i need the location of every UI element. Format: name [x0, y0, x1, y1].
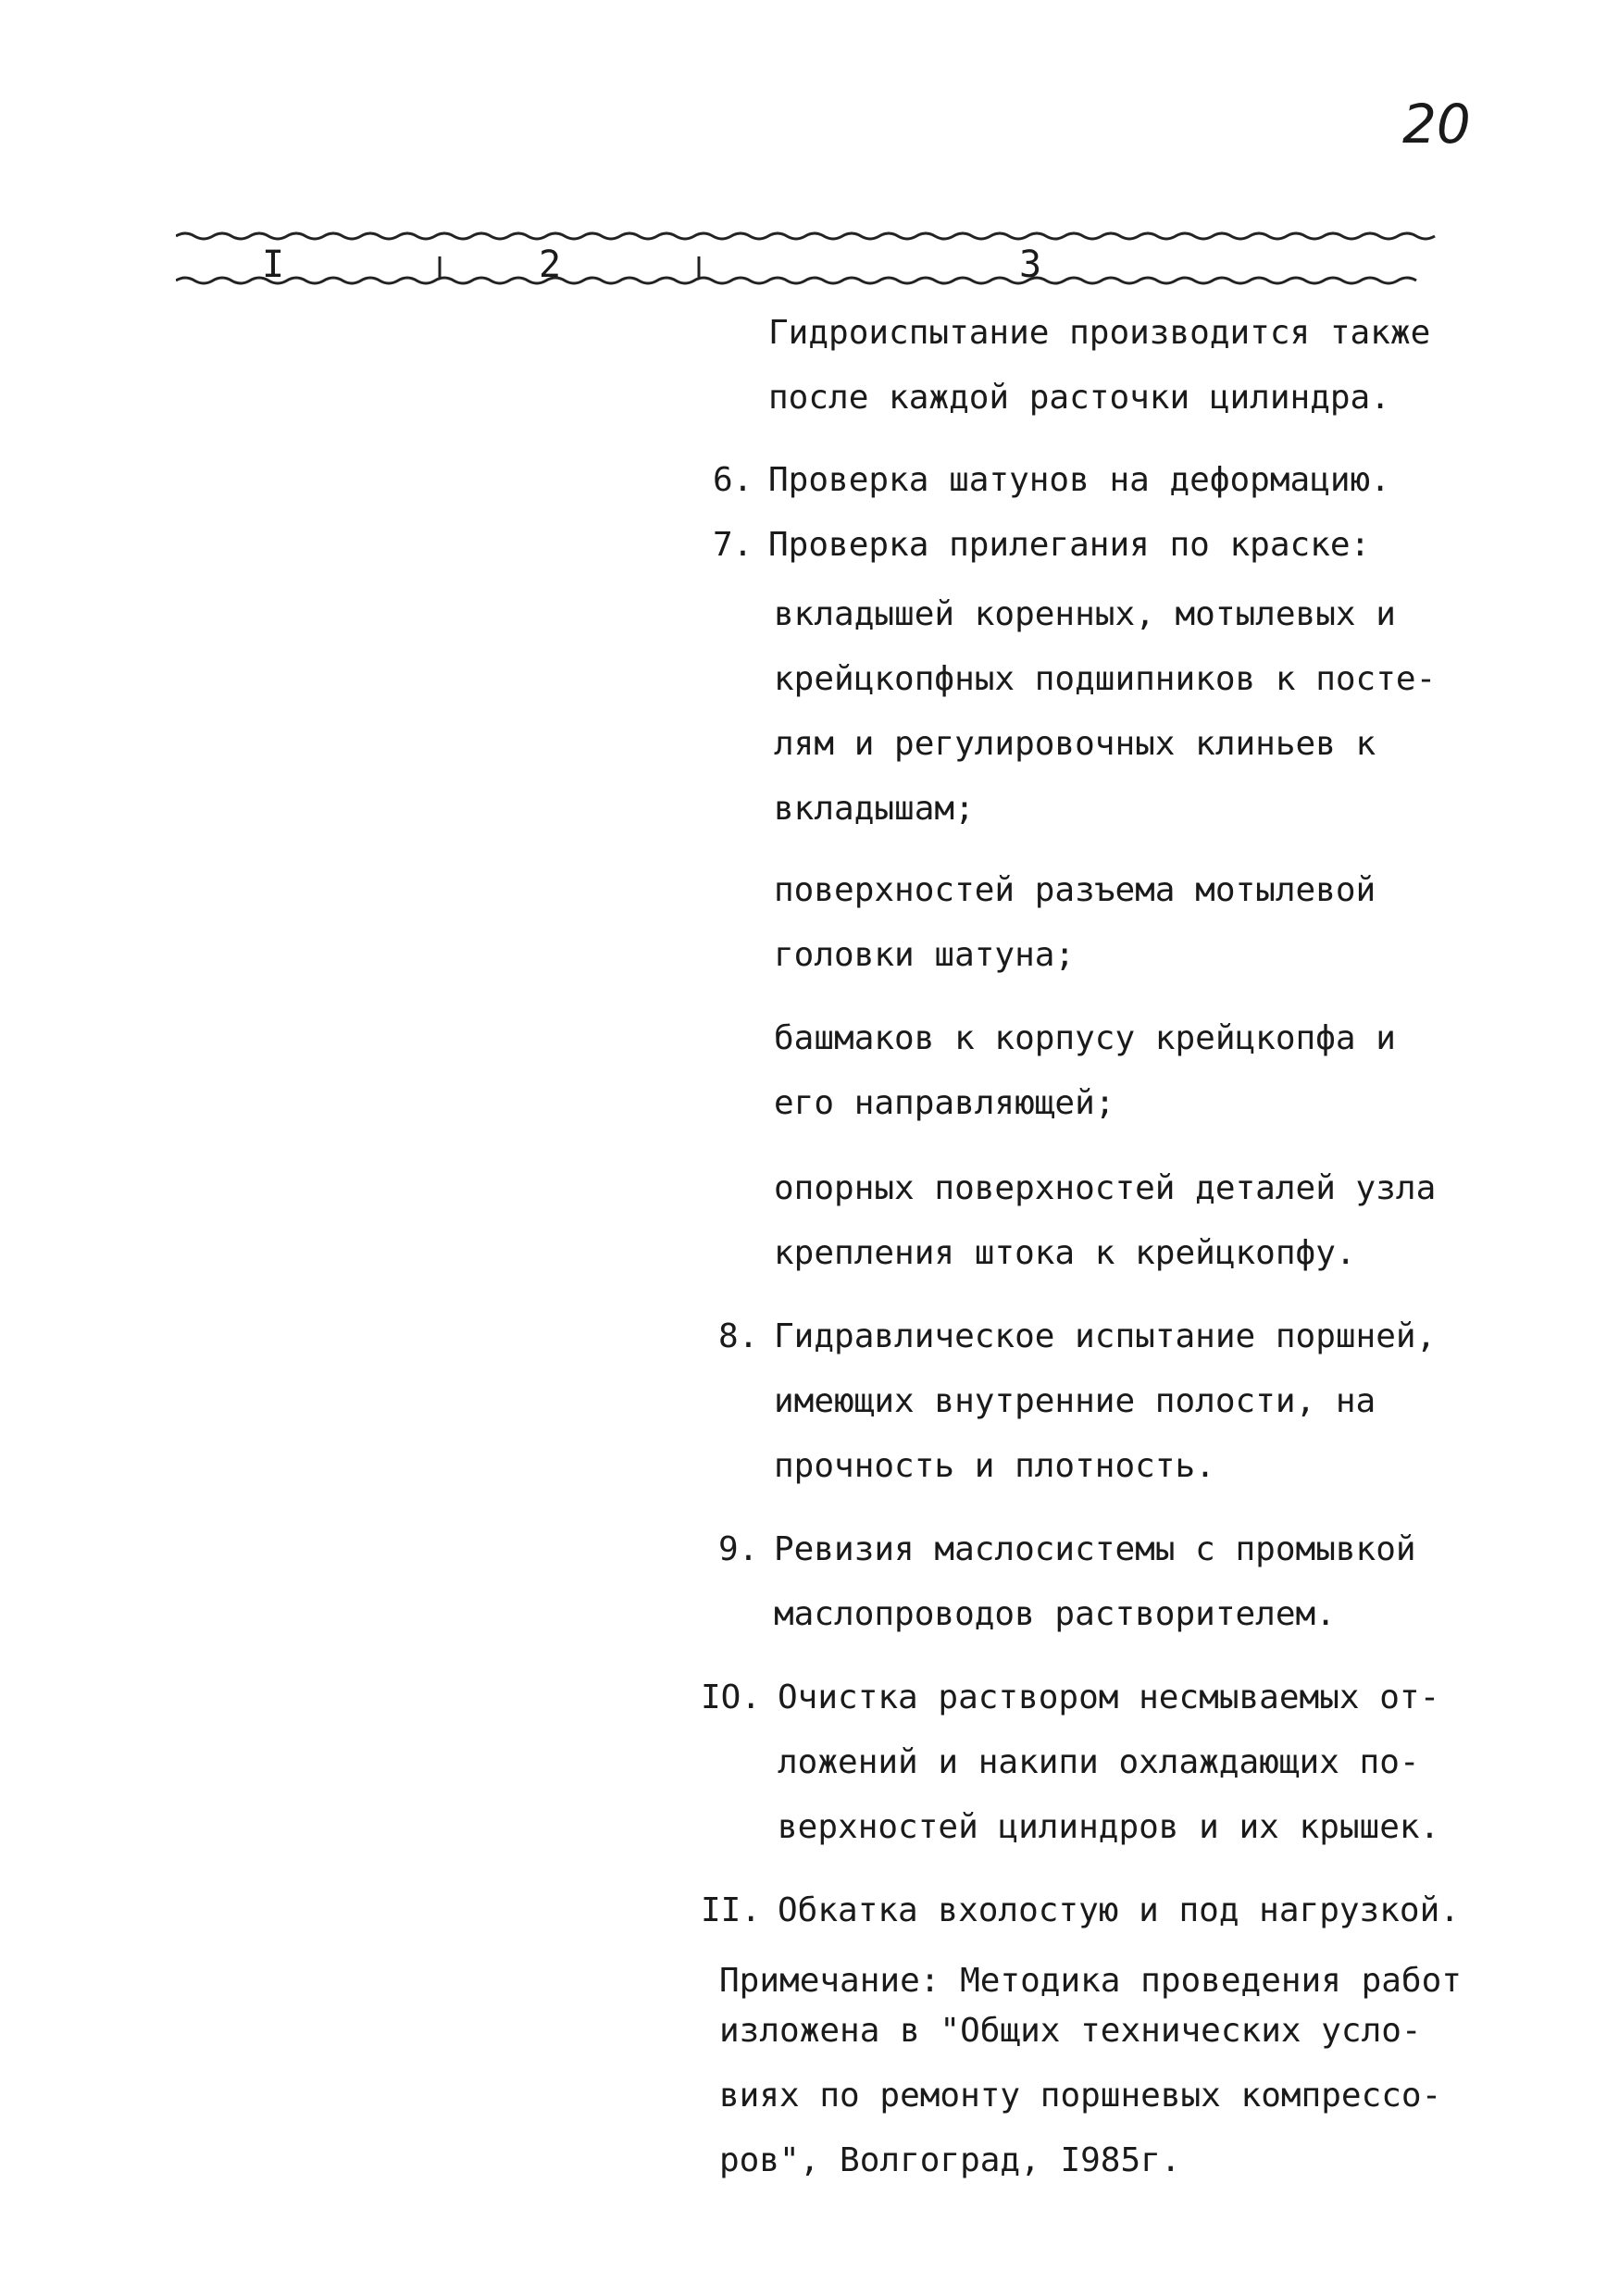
- item-7-subline: лям и регулировочных клиньев к: [774, 725, 1376, 763]
- item-7-subline: крепления штока к крейцкопфу.: [774, 1234, 1356, 1272]
- item-number-8: 8.: [718, 1317, 759, 1355]
- note-line: ров", Волгоград, I985г.: [719, 2141, 1181, 2179]
- item-7-line: Проверка прилегания по краске:: [768, 526, 1371, 564]
- item-7-subline: вкладышей коренных, мотылевых и: [774, 595, 1396, 633]
- item-number-7: 7.: [713, 526, 753, 564]
- note-line: изложена в "Общих технических усло-: [719, 2012, 1422, 2050]
- item-number-11: II.: [701, 1891, 762, 1929]
- item-8-line: Гидравлическое испытание поршней,: [774, 1317, 1437, 1355]
- item-7-subline: головки шатуна;: [774, 936, 1076, 974]
- item-9-line: маслопроводов растворителем.: [774, 1595, 1336, 1633]
- item-7-subline: опорных поверхностей деталей узла: [774, 1169, 1437, 1207]
- item-8-line: прочность и плотность.: [774, 1447, 1215, 1485]
- item-10-line: верхностей цилиндров и их крышек.: [778, 1808, 1440, 1846]
- item-6-line: Проверка шатунов на деформацию.: [768, 461, 1390, 499]
- note-line: виях по ремонту поршневых компрессо-: [719, 2077, 1442, 2115]
- table-header-rules: [176, 218, 1444, 292]
- page-number: 20: [1402, 93, 1471, 156]
- item-10-line: Очистка раствором несмываемых от-: [778, 1678, 1440, 1716]
- item-10-line: ложений и накипи охлаждающих по-: [778, 1743, 1420, 1781]
- item-7-subline: вкладышам;: [774, 790, 975, 828]
- item-7-subline: башмаков к корпусу крейцкопфа и: [774, 1019, 1396, 1057]
- column-label-2: 2: [539, 243, 562, 286]
- intro-line: Гидроиспытание производится также: [768, 314, 1431, 352]
- item-number-10: IO.: [701, 1678, 762, 1716]
- item-7-subline: его направляющей;: [774, 1084, 1115, 1122]
- item-number-9: 9.: [718, 1530, 759, 1568]
- note-line: Примечание: Методика проведения работ: [719, 1962, 1462, 2000]
- item-8-line: имеющих внутренние полости, на: [774, 1382, 1376, 1420]
- bottom-wavy-rule: [176, 278, 1416, 283]
- item-7-subline: крейцкопфных подшипников к посте-: [774, 660, 1437, 698]
- intro-line: после каждой расточки цилиндра.: [768, 379, 1390, 417]
- column-label-1: I: [262, 243, 285, 286]
- item-7-subline: поверхностей разъема мотылевой: [774, 871, 1376, 909]
- item-9-line: Ревизия маслосистемы с промывкой: [774, 1530, 1416, 1568]
- top-wavy-rule: [176, 233, 1435, 239]
- column-label-3: 3: [1019, 243, 1042, 286]
- item-11-line: Обкатка вхолостую и под нагрузкой.: [778, 1891, 1460, 1929]
- item-number-6: 6.: [713, 461, 753, 499]
